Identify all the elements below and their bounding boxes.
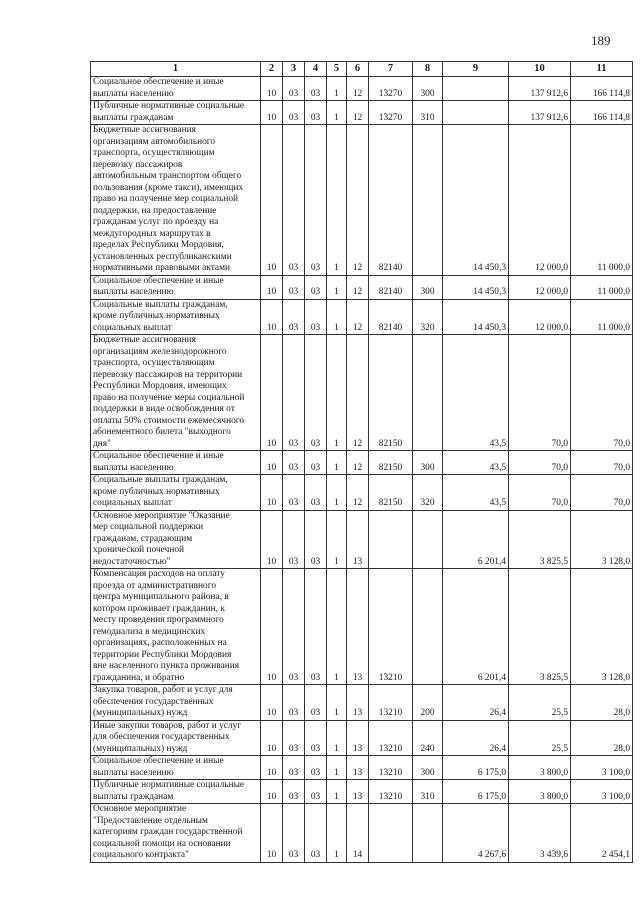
column-header-6: 6 [347,62,369,77]
row-cell-4: 03 [305,685,327,721]
row-cell-2: 10 [261,569,283,685]
row-cell-4: 03 [305,101,327,125]
table-row [91,780,633,804]
row-cell-6: 12 [347,335,369,451]
row-cell-7: 82150 [369,475,413,511]
row-cell-11: 70,0 [571,335,633,451]
row-cell-5: 1 [327,299,347,335]
row-cell-3: 03 [283,685,305,721]
row-cell-2: 10 [261,720,283,756]
row-cell-10: 12 000,0 [509,299,571,335]
row-cell-10: 3 800,0 [509,780,571,804]
table-row [91,451,633,475]
column-header-8: 8 [413,62,443,77]
row-cell-10: 3 439,6 [509,804,571,863]
row-cell-2: 10 [261,275,283,299]
header-row [91,62,633,77]
row-cell-4: 03 [305,299,327,335]
row-cell-2: 10 [261,335,283,451]
row-cell-7: 13210 [369,569,413,685]
row-cell-3: 03 [283,335,305,451]
row-cell-11: 2 454,1 [571,804,633,863]
row-cell-7: 82150 [369,335,413,451]
row-cell-3: 03 [283,299,305,335]
row-cell-10: 70,0 [509,451,571,475]
column-header-9: 9 [443,62,509,77]
row-cell-10: 12 000,0 [509,275,571,299]
row-cell-5: 1 [327,720,347,756]
table-row [91,335,633,451]
row-cell-3: 03 [283,475,305,511]
row-cell-10: 137 912,6 [509,101,571,125]
row-cell-9: 6 201,4 [443,510,509,569]
row-cell-9: 14 450,3 [443,275,509,299]
row-cell-2: 10 [261,299,283,335]
budget-table [90,61,633,863]
row-cell-11: 166 114,8 [571,101,633,125]
row-cell-5: 1 [327,275,347,299]
row-cell-5: 1 [327,77,347,101]
row-name-cell: Публичные нормативные социальные выплаты гражданам [91,780,261,804]
table-row [91,77,633,101]
row-cell-8: 300 [413,275,443,299]
row-cell-5: 1 [327,101,347,125]
table-row [91,756,633,780]
row-cell-4: 03 [305,510,327,569]
row-cell-2: 10 [261,101,283,125]
column-header-10: 10 [509,62,571,77]
row-cell-11: 3 128,0 [571,569,633,685]
row-cell-9: 43,5 [443,335,509,451]
row-cell-5: 1 [327,685,347,721]
row-cell-9: 26,4 [443,720,509,756]
row-cell-10: 70,0 [509,335,571,451]
row-cell-4: 03 [305,569,327,685]
row-name-cell: Социальные выплаты гражданам, кроме публичных нормативных социальных выплат [91,299,261,335]
row-cell-11: 3 100,0 [571,756,633,780]
row-cell-3: 03 [283,569,305,685]
row-cell-9: 6 201,4 [443,569,509,685]
row-cell-6: 12 [347,101,369,125]
row-cell-11: 70,0 [571,475,633,511]
row-cell-7: 13210 [369,756,413,780]
row-name-cell: Бюджетные ассигнования организациям автомобильного транспорта, осуществляющим перевозку пассажиров автомобильным транспортом общего пользования (кроме такси), имеющих право на получение мер социальной поддержки, на предоставление гражданам услуг по проезду на междугородных маршрутах в пределах Республики Мордовия, установленных республиканскими нормативными правовыми актами [91,125,261,276]
row-cell-9: 43,5 [443,451,509,475]
row-cell-5: 1 [327,335,347,451]
row-cell-9: 4 267,6 [443,804,509,863]
row-cell-2: 10 [261,125,283,276]
row-cell-6: 13 [347,756,369,780]
row-cell-2: 10 [261,756,283,780]
row-cell-8: 310 [413,101,443,125]
row-cell-11: 70,0 [571,451,633,475]
table-row [91,510,633,569]
row-cell-3: 03 [283,101,305,125]
row-cell-10: 3 825,5 [509,510,571,569]
row-cell-9: 14 450,3 [443,125,509,276]
column-header-3: 3 [283,62,305,77]
row-cell-6: 12 [347,475,369,511]
table-row [91,685,633,721]
row-cell-6: 12 [347,125,369,276]
row-cell-9 [443,101,509,125]
row-cell-8 [413,510,443,569]
row-cell-10: 25,5 [509,685,571,721]
row-cell-6: 12 [347,77,369,101]
table-row [91,720,633,756]
table-row [91,125,633,276]
column-header-2: 2 [261,62,283,77]
row-cell-8: 300 [413,77,443,101]
column-header-1: 1 [91,62,261,77]
row-cell-10: 25,5 [509,720,571,756]
row-cell-5: 1 [327,451,347,475]
table-body [91,77,633,863]
row-cell-8 [413,569,443,685]
table-row [91,475,633,511]
row-cell-4: 03 [305,451,327,475]
column-header-7: 7 [369,62,413,77]
row-cell-8: 320 [413,475,443,511]
row-cell-5: 1 [327,569,347,685]
row-name-cell: Социальное обеспечение и иные выплаты населению [91,756,261,780]
row-cell-9: 6 175,0 [443,780,509,804]
row-cell-7: 82140 [369,299,413,335]
row-name-cell: Социальное обеспечение и иные выплаты населению [91,77,261,101]
row-cell-7: 13270 [369,101,413,125]
page-number: 189 [591,33,611,48]
row-name-cell: Социальное обеспечение и иные выплаты населению [91,451,261,475]
row-cell-2: 10 [261,510,283,569]
row-cell-5: 1 [327,780,347,804]
row-cell-10: 137 912,6 [509,77,571,101]
row-cell-8: 240 [413,720,443,756]
row-cell-2: 10 [261,780,283,804]
table-row [91,275,633,299]
row-cell-9: 26,4 [443,685,509,721]
table-row [91,569,633,685]
row-cell-10: 3 825,5 [509,569,571,685]
row-cell-3: 03 [283,756,305,780]
row-cell-2: 10 [261,475,283,511]
row-cell-6: 14 [347,804,369,863]
row-cell-3: 03 [283,780,305,804]
column-header-5: 5 [327,62,347,77]
row-cell-11: 28,0 [571,720,633,756]
row-cell-8: 320 [413,299,443,335]
row-cell-8 [413,804,443,863]
row-cell-7: 82140 [369,125,413,276]
row-cell-3: 03 [283,451,305,475]
row-cell-4: 03 [305,756,327,780]
row-name-cell: Социальные выплаты гражданам, кроме публичных нормативных социальных выплат [91,475,261,511]
row-cell-8: 300 [413,756,443,780]
row-cell-4: 03 [305,720,327,756]
row-cell-7: 13210 [369,780,413,804]
row-cell-11: 11 000,0 [571,275,633,299]
row-cell-6: 13 [347,780,369,804]
row-cell-10: 12 000,0 [509,125,571,276]
row-cell-2: 10 [261,77,283,101]
row-cell-9: 14 450,3 [443,299,509,335]
row-cell-7: 13270 [369,77,413,101]
table-row [91,101,633,125]
row-cell-11: 28,0 [571,685,633,721]
row-name-cell: Иные закупки товаров, работ и услуг для обеспечения государственных (муниципальных) нужд [91,720,261,756]
row-cell-3: 03 [283,510,305,569]
row-name-cell: Компенсация расходов на оплату проезда от административного центра муниципального района, в котором проживает гражданин, к месту проведения программного гемодиализа в медицинских организациях, расположенных на территории Республики Мордовия вне населенного пункта проживания гражданина, и обратно [91,569,261,685]
row-cell-8: 300 [413,451,443,475]
row-cell-4: 03 [305,125,327,276]
row-cell-2: 10 [261,804,283,863]
row-cell-11: 3 128,0 [571,510,633,569]
row-cell-11: 166 114,8 [571,77,633,101]
row-cell-3: 03 [283,275,305,299]
row-cell-7 [369,510,413,569]
row-cell-5: 1 [327,804,347,863]
row-cell-10: 70,0 [509,475,571,511]
row-cell-7 [369,804,413,863]
row-cell-11: 3 100,0 [571,780,633,804]
row-cell-7: 82150 [369,451,413,475]
row-cell-3: 03 [283,720,305,756]
table-row [91,804,633,863]
row-cell-6: 12 [347,451,369,475]
row-cell-4: 03 [305,275,327,299]
row-cell-8 [413,125,443,276]
row-cell-4: 03 [305,780,327,804]
row-name-cell: Социальное обеспечение и иные выплаты населению [91,275,261,299]
row-cell-5: 1 [327,475,347,511]
row-cell-6: 13 [347,685,369,721]
row-cell-2: 10 [261,451,283,475]
row-cell-7: 13210 [369,685,413,721]
row-cell-3: 03 [283,125,305,276]
row-cell-8 [413,335,443,451]
row-cell-3: 03 [283,804,305,863]
row-cell-8: 310 [413,780,443,804]
row-cell-9: 6 175,0 [443,756,509,780]
row-cell-2: 10 [261,685,283,721]
row-cell-7: 13210 [369,720,413,756]
row-cell-8: 200 [413,685,443,721]
row-cell-5: 1 [327,125,347,276]
row-cell-4: 03 [305,335,327,451]
column-header-11: 11 [571,62,633,77]
row-name-cell: Закупка товаров, работ и услуг для обеспечения государственных (муниципальных) нужд [91,685,261,721]
row-cell-6: 12 [347,275,369,299]
row-name-cell: Основное мероприятие "Предоставление отдельным категориям граждан государственной социальной помощи на основании социального контракта" [91,804,261,863]
row-cell-6: 12 [347,299,369,335]
row-cell-11: 11 000,0 [571,299,633,335]
column-header-4: 4 [305,62,327,77]
row-cell-11: 11 000,0 [571,125,633,276]
row-cell-4: 03 [305,475,327,511]
row-cell-3: 03 [283,77,305,101]
row-name-cell: Основное мероприятие "Оказание мер социальной поддержки гражданам, страдающим хронической почечной недостаточностью" [91,510,261,569]
row-cell-4: 03 [305,804,327,863]
row-cell-5: 1 [327,510,347,569]
row-name-cell: Публичные нормативные социальные выплаты гражданам [91,101,261,125]
row-cell-5: 1 [327,756,347,780]
table-row [91,299,633,335]
row-cell-10: 3 800,0 [509,756,571,780]
row-cell-6: 13 [347,510,369,569]
row-name-cell: Бюджетные ассигнования организациям железнодорожного транспорта, осуществляющим перевозку пассажиров на территории Республики Мордовия, имеющих право на получение меры социальной поддержки в виде освобождения от оплаты 50% стоимости ежемесячного абонементного билета "выходного дня" [91,335,261,451]
row-cell-6: 13 [347,569,369,685]
row-cell-6: 13 [347,720,369,756]
row-cell-4: 03 [305,77,327,101]
row-cell-9 [443,77,509,101]
row-cell-7: 82140 [369,275,413,299]
row-cell-9: 43,5 [443,475,509,511]
